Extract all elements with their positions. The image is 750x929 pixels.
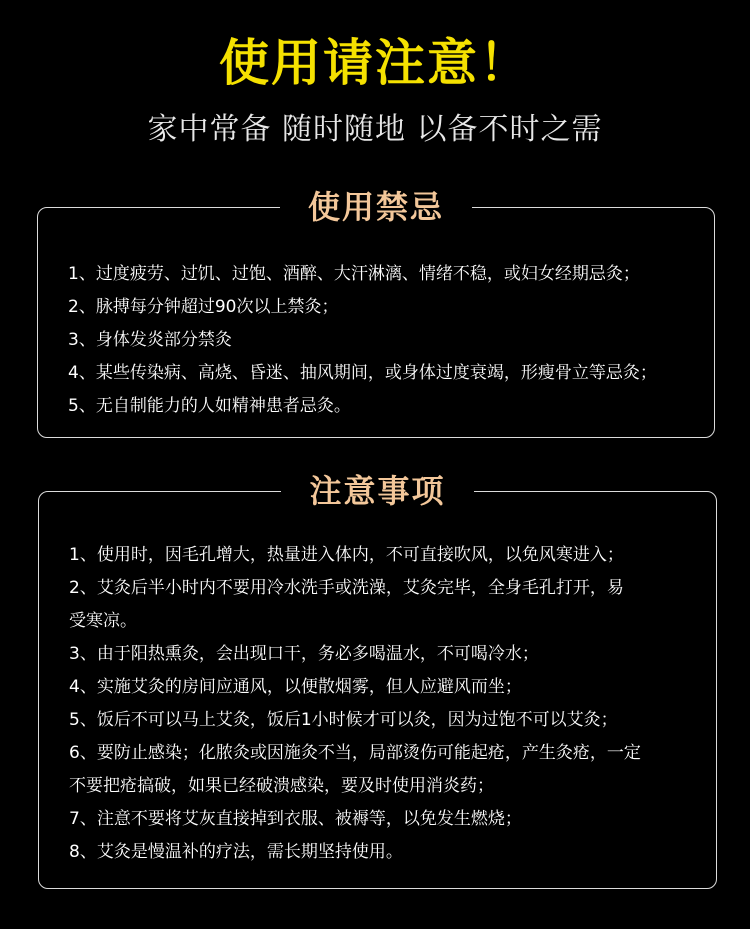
list-item: 3、身体发炎部分禁灸: [68, 330, 232, 350]
precautions-panel: [38, 472, 717, 889]
list-item: 2、脉搏每分钟超过90次以上禁灸；: [68, 297, 339, 317]
list-item: 4、某些传染病、高烧、昏迷、抽风期间，或身体过度衰竭，形瘦骨立等忌灸；: [68, 363, 657, 383]
list-item: 5、饭后不可以马上艾灸，饭后1小时候才可以灸，因为过饱不可以艾灸；: [69, 710, 618, 730]
list-item: 5、无自制能力的人如精神患者忌灸。: [68, 396, 351, 416]
contraindications-list: [68, 258, 700, 423]
list-item: 3、由于阳热熏灸，会出现口干，务必多喝温水，不可喝冷水；: [69, 644, 539, 664]
list-item: 不要把疮搞破，如果已经破溃感染，要及时使用消炎药；: [69, 776, 494, 796]
list-item: 4、实施艾灸的房间应通风，以便散烟雾，但人应避风而坐；: [69, 677, 522, 697]
list-item: 2、艾灸后半小时内不要用冷水洗手或洗澡，艾灸完毕，全身毛孔打开，易: [69, 578, 624, 598]
contraindications-heading: 使用禁忌: [280, 182, 472, 232]
list-item: 受寒凉。: [69, 611, 137, 631]
precautions-list: [69, 539, 702, 869]
precautions-heading: 注意事项: [281, 466, 473, 516]
page-subtitle: 家中常备 随时随地 以备不时之需: [147, 112, 603, 147]
list-item: 8、艾灸是慢温补的疗法，需长期坚持使用。: [69, 842, 403, 862]
list-item: 7、注意不要将艾灰直接掉到衣服、被褥等，以免发生燃烧；: [69, 809, 522, 829]
list-item: 1、使用时，因毛孔增大，热量进入体内，不可直接吹风，以免风寒进入；: [69, 545, 624, 565]
list-item: 6、要防止感染；化脓灸或因施灸不当，局部烫伤可能起疮，产生灸疮，一定: [69, 743, 641, 763]
contraindications-panel: [37, 188, 715, 438]
list-item: 1、过度疲劳、过饥、过饱、酒醉、大汗淋漓、情绪不稳，或妇女经期忌灸；: [68, 264, 640, 284]
page-title: 使用请注意！: [219, 34, 531, 92]
